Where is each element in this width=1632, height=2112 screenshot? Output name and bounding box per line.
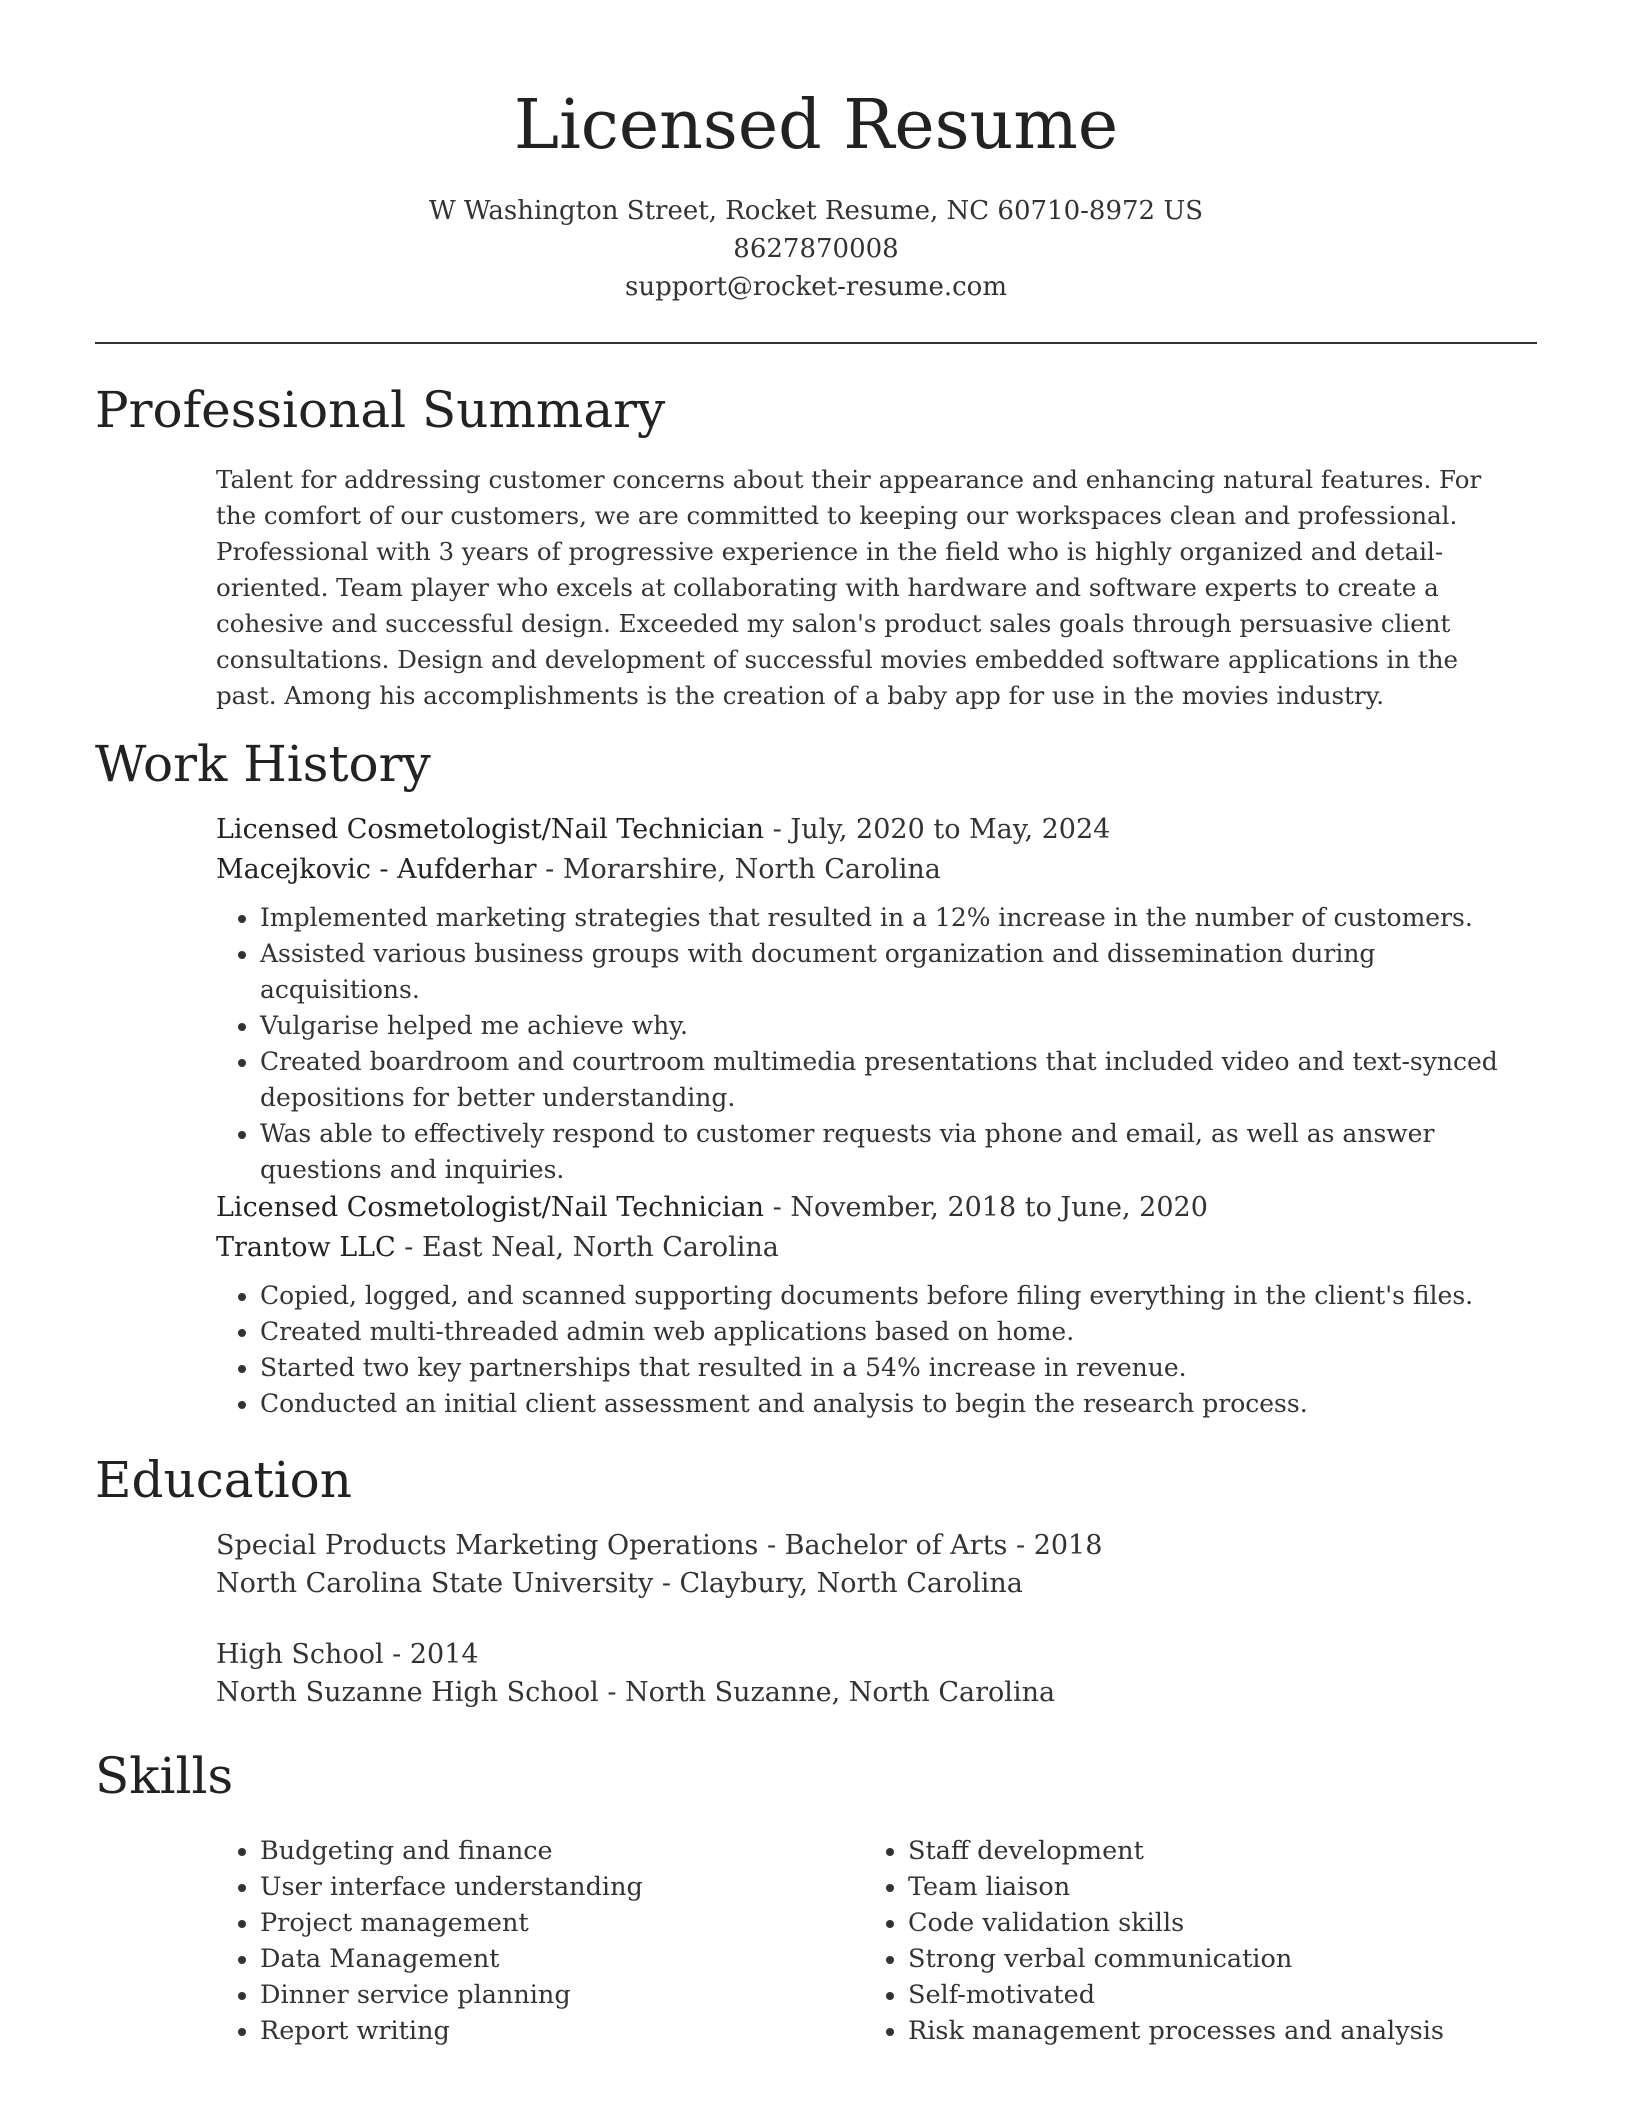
job-title-line bbox=[216, 810, 1536, 850]
education-school: North Carolina State University bbox=[216, 1568, 654, 1599]
job-bullets bbox=[216, 1278, 1536, 1422]
skills-heading: Skills bbox=[95, 1747, 234, 1805]
education-location: - North Suzanne, North Carolina bbox=[598, 1677, 1056, 1708]
skill-item: • Team liaison bbox=[908, 1869, 1528, 1905]
job-title: Licensed Cosmetologist/Nail Technician bbox=[216, 814, 765, 845]
job-bullets bbox=[216, 900, 1536, 1188]
job-bullet: • Started two key partnerships that resulted in a 54% increase in revenue. bbox=[260, 1350, 1536, 1386]
job-dates: - July, 2020 to May, 2024 bbox=[764, 814, 1111, 845]
job-bullet: • Assisted various business groups with document organization and dissemination during acquisitions. bbox=[260, 936, 1536, 1008]
job-location: - East Neal, North Carolina bbox=[395, 1232, 779, 1263]
job-bullet: • Created boardroom and courtroom multimedia presentations that included video and text-synced depositions for better understanding. bbox=[260, 1044, 1536, 1116]
skill-item: • Project management bbox=[260, 1905, 880, 1941]
job-dates: - November, 2018 to June, 2020 bbox=[764, 1192, 1208, 1223]
job-bullet: • Copied, logged, and scanned supporting documents before filing everything in the client's files. bbox=[260, 1278, 1536, 1314]
job-entry bbox=[216, 1188, 1536, 1422]
job-bullet: • Vulgarise helped me achieve why. bbox=[260, 1008, 1536, 1044]
summary-heading: Professional Summary bbox=[95, 381, 666, 439]
job-company-line bbox=[216, 1228, 1536, 1268]
education-school-line bbox=[216, 1674, 1536, 1712]
education-degree-line bbox=[216, 1636, 1536, 1674]
job-company: Trantow LLC bbox=[216, 1232, 396, 1263]
skill-item: • Dinner service planning bbox=[260, 1977, 880, 2013]
skills-list-left bbox=[216, 1833, 880, 2049]
education-year: - 2014 bbox=[383, 1639, 479, 1670]
job-entry bbox=[216, 810, 1536, 1188]
contact-address: W Washington Street, Rocket Resume, NC 60710-8972 US bbox=[428, 196, 1204, 226]
candidate-name: Licensed Resume bbox=[513, 86, 1119, 165]
skill-item: • Risk management processes and analysis bbox=[908, 2013, 1528, 2049]
job-title-line bbox=[216, 1188, 1536, 1228]
header-divider bbox=[95, 342, 1537, 344]
skill-item: • Code validation skills bbox=[908, 1905, 1528, 1941]
education-school-line bbox=[216, 1565, 1536, 1603]
education-location: - Claybury, North Carolina bbox=[653, 1568, 1023, 1599]
skills-list-right bbox=[864, 1833, 1528, 2049]
education-school: North Suzanne High School bbox=[216, 1677, 599, 1708]
skill-item: • User interface understanding bbox=[260, 1869, 880, 1905]
summary-text: Talent for addressing customer concerns about their appearance and enhancing natural features. For the comfort of our customers, we are committed to keeping our workspaces clean and professional. Professional with 3 years of progressive experience in the field who is highly organized and detail-oriented. Team player who excels at collaborating with hardware and software experts to create a cohesive and successful design. Exceeded my salon's product sales goals through persuasive client consultations. Design and development of successful movies embedded software applications in the past. Among his accomplishments is the creation of a baby app for use in the movies industry. bbox=[216, 465, 1482, 710]
education-degree-line bbox=[216, 1527, 1536, 1565]
contact-email: support@rocket-resume.com bbox=[624, 272, 1007, 302]
job-bullet: • Implemented marketing strategies that resulted in a 12% increase in the number of customers. bbox=[260, 900, 1536, 936]
skill-item: • Staff development bbox=[908, 1833, 1528, 1869]
resume-header bbox=[0, 82, 1632, 306]
skill-item: • Budgeting and finance bbox=[260, 1833, 880, 1869]
job-title: Licensed Cosmetologist/Nail Technician bbox=[216, 1192, 765, 1223]
job-company: Macejkovic - Aufderhar bbox=[216, 854, 537, 885]
skill-item: • Self-motivated bbox=[908, 1977, 1528, 2013]
education-heading: Education bbox=[95, 1451, 352, 1509]
education-field: High School bbox=[216, 1639, 384, 1670]
education-entry bbox=[216, 1527, 1536, 1603]
contact-phone: 8627870008 bbox=[733, 234, 899, 264]
skill-item: • Report writing bbox=[260, 2013, 880, 2049]
skill-item: • Data Management bbox=[260, 1941, 880, 1977]
contact-info bbox=[0, 192, 1632, 306]
skill-item: • Strong verbal communication bbox=[908, 1941, 1528, 1977]
education-field: Special Products Marketing Operations - Bachelor of Arts bbox=[216, 1530, 1008, 1561]
job-bullet: • Was able to effectively respond to customer requests via phone and email, as well as answer questions and inquiries. bbox=[260, 1116, 1536, 1188]
job-bullet: • Conducted an initial client assessment and analysis to begin the research process. bbox=[260, 1386, 1536, 1422]
job-bullet: • Created multi-threaded admin web applications based on home. bbox=[260, 1314, 1536, 1350]
job-location: - Morarshire, North Carolina bbox=[536, 854, 941, 885]
work-history-heading: Work History bbox=[95, 735, 431, 793]
education-entry bbox=[216, 1636, 1536, 1712]
education-year: - 2018 bbox=[1007, 1530, 1103, 1561]
job-company-line bbox=[216, 850, 1536, 890]
